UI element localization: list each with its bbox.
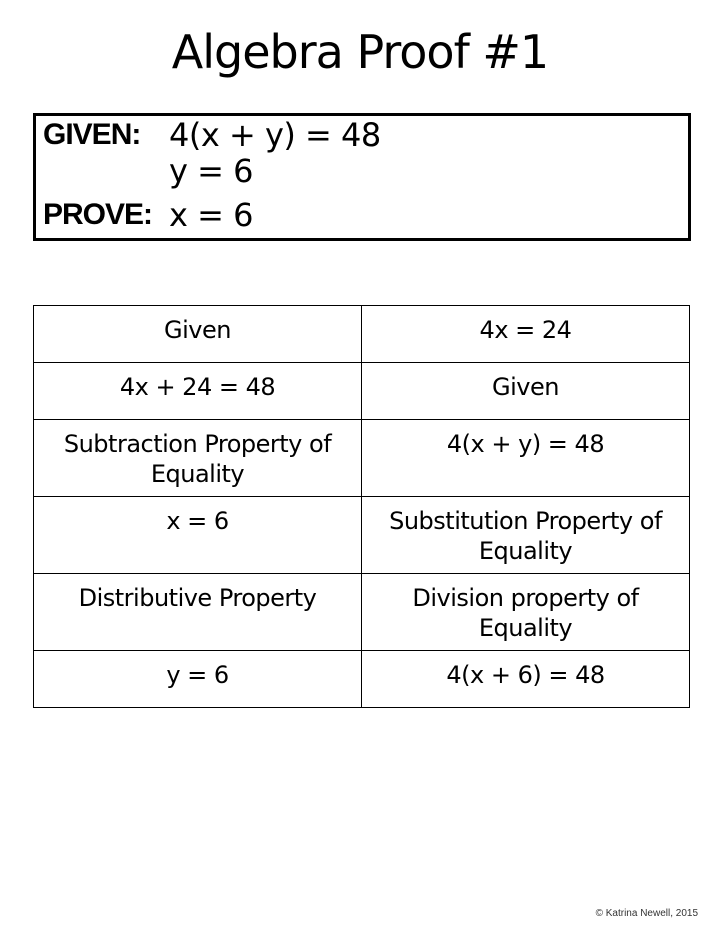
given-statement-2: y = 6	[169, 152, 253, 190]
table-cell: Distributive Property	[34, 574, 362, 651]
table-cell: Substitution Property of Equality	[362, 497, 690, 574]
table-row	[34, 651, 690, 708]
table-row	[34, 497, 690, 574]
prove-label: PROVE:	[43, 198, 153, 231]
table-cell: Given	[34, 306, 362, 363]
table-cell: 4x + 24 = 48	[34, 363, 362, 420]
prove-statement: x = 6	[169, 196, 253, 234]
table-row	[34, 420, 690, 497]
table-cell: x = 6	[34, 497, 362, 574]
proof-table	[33, 305, 690, 708]
given-prove-box	[33, 113, 691, 241]
given-statement-1: 4(x + y) = 48	[169, 116, 381, 154]
table-row	[34, 306, 690, 363]
table-cell: y = 6	[34, 651, 362, 708]
table-row	[34, 363, 690, 420]
table-cell: Division property of Equality	[362, 574, 690, 651]
given-label: GIVEN:	[43, 118, 141, 151]
table-cell: 4(x + 6) = 48	[362, 651, 690, 708]
copyright-notice: © Katrina Newell, 2015	[595, 908, 698, 919]
page-title: Algebra Proof #1	[171, 25, 549, 79]
table-cell: 4x = 24	[362, 306, 690, 363]
table-cell: Given	[362, 363, 690, 420]
table-row	[34, 574, 690, 651]
table-cell: Subtraction Property of Equality	[34, 420, 362, 497]
table-cell: 4(x + y) = 48	[362, 420, 690, 497]
